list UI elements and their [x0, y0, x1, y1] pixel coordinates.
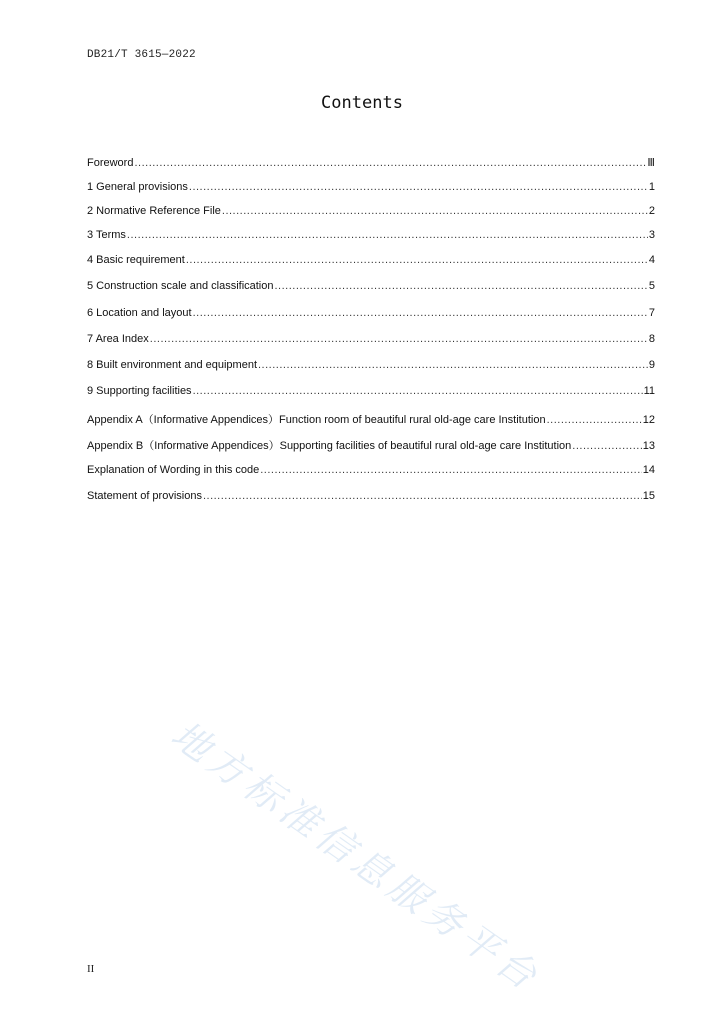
toc-leader-dots — [193, 307, 648, 319]
toc-leader-dots — [260, 464, 642, 476]
page-number: II — [87, 963, 95, 975]
toc-entry-page: 14 — [642, 464, 655, 476]
toc-leader-dots — [189, 181, 648, 193]
toc-entry[interactable] — [87, 359, 655, 377]
toc-entry[interactable] — [87, 254, 655, 272]
toc-entry[interactable] — [87, 437, 655, 455]
toc-entry-page: 4 — [648, 254, 655, 266]
toc-leader-dots — [222, 205, 648, 217]
toc-entry-page: 2 — [648, 205, 655, 217]
toc-leader-dots — [258, 359, 648, 371]
toc-entry-label: Statement of provisions — [87, 490, 202, 502]
toc-entry[interactable] — [87, 333, 655, 351]
toc-entry[interactable] — [87, 280, 655, 298]
toc-leader-dots — [193, 385, 643, 397]
toc-entry[interactable] — [87, 181, 655, 199]
toc-entry-page: 12 — [642, 414, 655, 426]
toc-leader-dots — [572, 440, 641, 452]
toc-entry[interactable] — [87, 205, 655, 223]
document-code: DB21/T 3615—2022 — [87, 49, 196, 61]
toc-entry[interactable] — [87, 464, 655, 482]
toc-entry-label: 5 Construction scale and classification — [87, 280, 274, 292]
toc-entry-page: 13 — [642, 440, 655, 452]
page-title: Contents — [321, 93, 403, 113]
toc-entry-page: 11 — [643, 385, 655, 397]
toc-entry-page: 8 — [648, 333, 655, 345]
toc-entry-page: 15 — [642, 490, 655, 502]
toc-entry-page: Ⅲ — [647, 157, 655, 169]
toc-leader-dots — [203, 490, 642, 502]
watermark-text: 地方标准信息服务平台 — [163, 712, 550, 1001]
toc-entry-label: Appendix B（Informative Appendices）Supporting facilities of beautiful rural old-age care Institution — [87, 440, 572, 452]
toc-entry[interactable] — [87, 156, 655, 174]
toc-entry-label: 1 General provisions — [87, 181, 188, 193]
toc-entry-label: Explanation of Wording in this code — [87, 464, 260, 476]
toc-entry-label: Appendix A（Informative Appendices）Function room of beautiful rural old-age care Institution — [87, 414, 546, 426]
toc-leader-dots — [186, 254, 648, 266]
toc-entry-label: 9 Supporting facilities — [87, 385, 192, 397]
toc-leader-dots — [274, 280, 647, 292]
toc-entry-label: 3 Terms — [87, 229, 126, 241]
toc-entry-page: 9 — [648, 359, 655, 371]
toc-entry-label: 8 Built environment and equipment — [87, 359, 257, 371]
toc-leader-dots — [127, 229, 648, 241]
toc-entry[interactable] — [87, 411, 655, 429]
toc-leader-dots — [150, 333, 648, 345]
toc-entry[interactable] — [87, 307, 655, 325]
toc-entry-label: 2 Normative Reference File — [87, 205, 221, 217]
toc-entry-page: 3 — [648, 229, 655, 241]
toc-entry-page: 5 — [648, 280, 655, 292]
toc-entry-label: 4 Basic requirement — [87, 254, 185, 266]
toc-entry[interactable] — [87, 490, 655, 508]
toc-entry-page: 7 — [648, 307, 655, 319]
toc-entry-label: 6 Location and layout — [87, 307, 192, 319]
toc-leader-dots — [547, 414, 642, 426]
toc-entry-page: 1 — [648, 181, 655, 193]
toc-entry-label: Foreword — [87, 157, 134, 169]
toc-leader-dots — [134, 157, 646, 169]
toc-entry-label: 7 Area Index — [87, 333, 149, 345]
toc-entry[interactable] — [87, 229, 655, 247]
toc-entry[interactable] — [87, 385, 655, 403]
